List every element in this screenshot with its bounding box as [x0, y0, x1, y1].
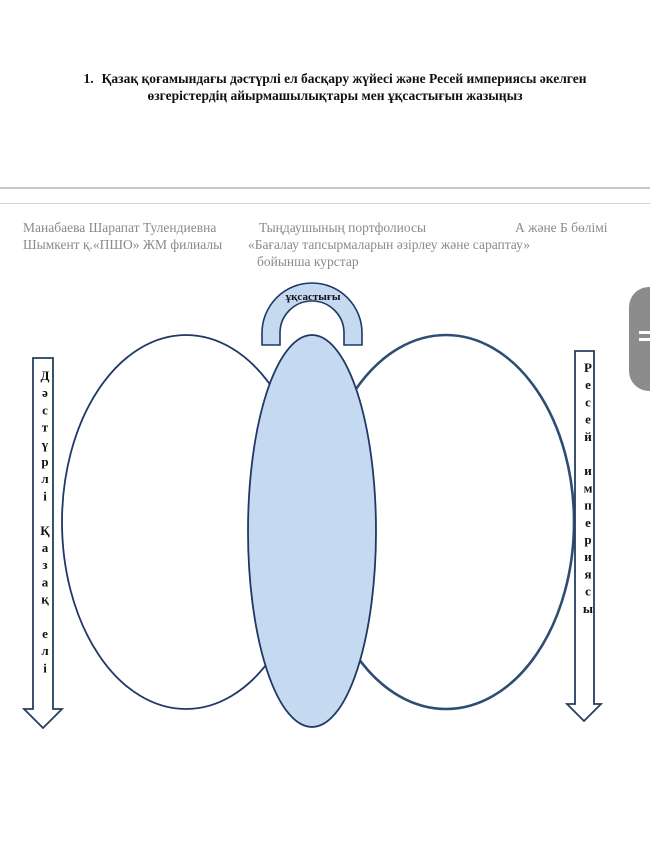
vertical-letter: я [584, 566, 592, 582]
vertical-letter: і [43, 660, 47, 676]
vertical-letter: і [43, 488, 47, 504]
vertical-letter: п [584, 497, 592, 513]
author-organization: Шымкент қ.«ПШО» ЖМ филиалы [23, 237, 223, 252]
center-ellipse [248, 335, 376, 727]
vertical-letter: с [585, 394, 591, 410]
vertical-letter: Д [40, 368, 50, 383]
vertical-letter: й [584, 428, 592, 444]
vertical-letter: с [585, 583, 591, 599]
task-number: 1. [83, 71, 94, 86]
vertical-letter: а [41, 574, 49, 590]
vertical-letter: Р [584, 360, 592, 375]
vertical-letter: с [42, 402, 48, 418]
vertical-letter: а [41, 540, 49, 555]
vertical-letter: л [41, 643, 49, 659]
vertical-letter: ә [42, 385, 48, 401]
task-title-line-2: өзгерістердің айырмашылықтары мен ұқсастығын жазыңыз [147, 88, 523, 103]
vertical-letter: ы [582, 600, 594, 616]
vertical-letter: Қ [40, 522, 50, 538]
vertical-letter: қ [41, 591, 49, 607]
similarity-label: ұқсастығы [285, 291, 341, 303]
vertical-letter: е [585, 411, 591, 427]
vertical-letter: р [41, 454, 49, 469]
course-title-line-2: бойынша курстар [257, 254, 359, 269]
vertical-letter: т [41, 419, 49, 435]
vertical-letter: м [583, 480, 593, 496]
task-title-text-1: Қазақ қоғамындағы дәстүрлі ел басқару жүйесі және Ресей империясы әкелген [101, 71, 587, 86]
vertical-letter: ү [41, 436, 49, 452]
author-name: Манабаева Шарапат Тулендиевна [23, 220, 217, 235]
vertical-letter: л [41, 471, 49, 487]
course-title-line-1: «Бағалау тапсырмаларын әзірлеу және сараптау» [248, 237, 530, 252]
portfolio-title: Тыңдаушының портфолиосы [259, 220, 427, 235]
vertical-letter: и [584, 463, 592, 479]
vertical-letter: и [584, 549, 592, 565]
vertical-letter: е [585, 514, 591, 530]
vertical-letter: е [585, 377, 591, 393]
vertical-letter: е [42, 626, 48, 641]
vertical-letter: з [42, 557, 48, 573]
section-label: А және Б бөлімі [515, 220, 608, 235]
vertical-letter: р [584, 532, 592, 547]
